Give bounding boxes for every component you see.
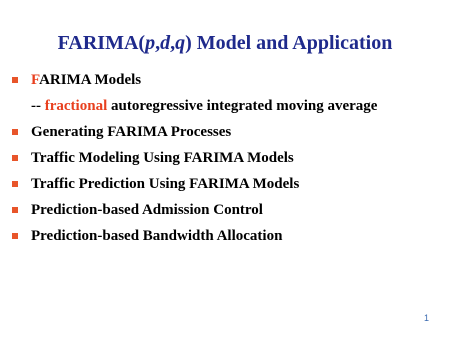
title-comma-1: , <box>155 32 161 54</box>
square-bullet-icon <box>12 77 18 83</box>
slide-title <box>0 32 450 55</box>
title-param-p: p <box>145 32 156 54</box>
square-bullet-icon <box>12 181 18 187</box>
list-subitem-definition <box>12 96 442 122</box>
bullet-list <box>12 70 442 252</box>
list-item-text: Traffic Prediction Using FARIMA Models <box>31 176 300 192</box>
definition-text: autoregressive integrated moving average <box>107 98 378 114</box>
square-bullet-icon <box>12 233 18 239</box>
list-item-farima-models <box>12 70 442 96</box>
title-prefix: FARIMA( <box>57 32 146 54</box>
list-item-generating <box>12 122 442 148</box>
square-bullet-icon <box>12 207 18 213</box>
list-item-bandwidth-allocation <box>12 226 442 252</box>
list-item-text: ARIMA Models <box>39 72 142 88</box>
list-item-text: Prediction-based Admission Control <box>31 202 263 218</box>
list-item-text: Traffic Modeling Using FARIMA Models <box>31 150 294 166</box>
list-item-text: Generating FARIMA Processes <box>31 124 232 140</box>
dash-prefix: -- <box>31 98 45 114</box>
title-suffix: ) Model and Application <box>185 32 393 54</box>
list-item-admission-control <box>12 200 442 226</box>
square-bullet-icon <box>12 129 18 135</box>
first-letter-highlight: F <box>31 72 40 88</box>
fractional-highlight: fractional <box>44 98 108 114</box>
page-number: 1 <box>424 313 430 323</box>
square-bullet-icon <box>12 155 18 161</box>
list-item-traffic-modeling <box>12 148 442 174</box>
title-comma-2: , <box>170 32 176 54</box>
list-item-text: Prediction-based Bandwidth Allocation <box>31 228 283 244</box>
title-param-q: q <box>175 32 186 54</box>
list-item-traffic-prediction <box>12 174 442 200</box>
title-param-d: d <box>160 32 171 54</box>
